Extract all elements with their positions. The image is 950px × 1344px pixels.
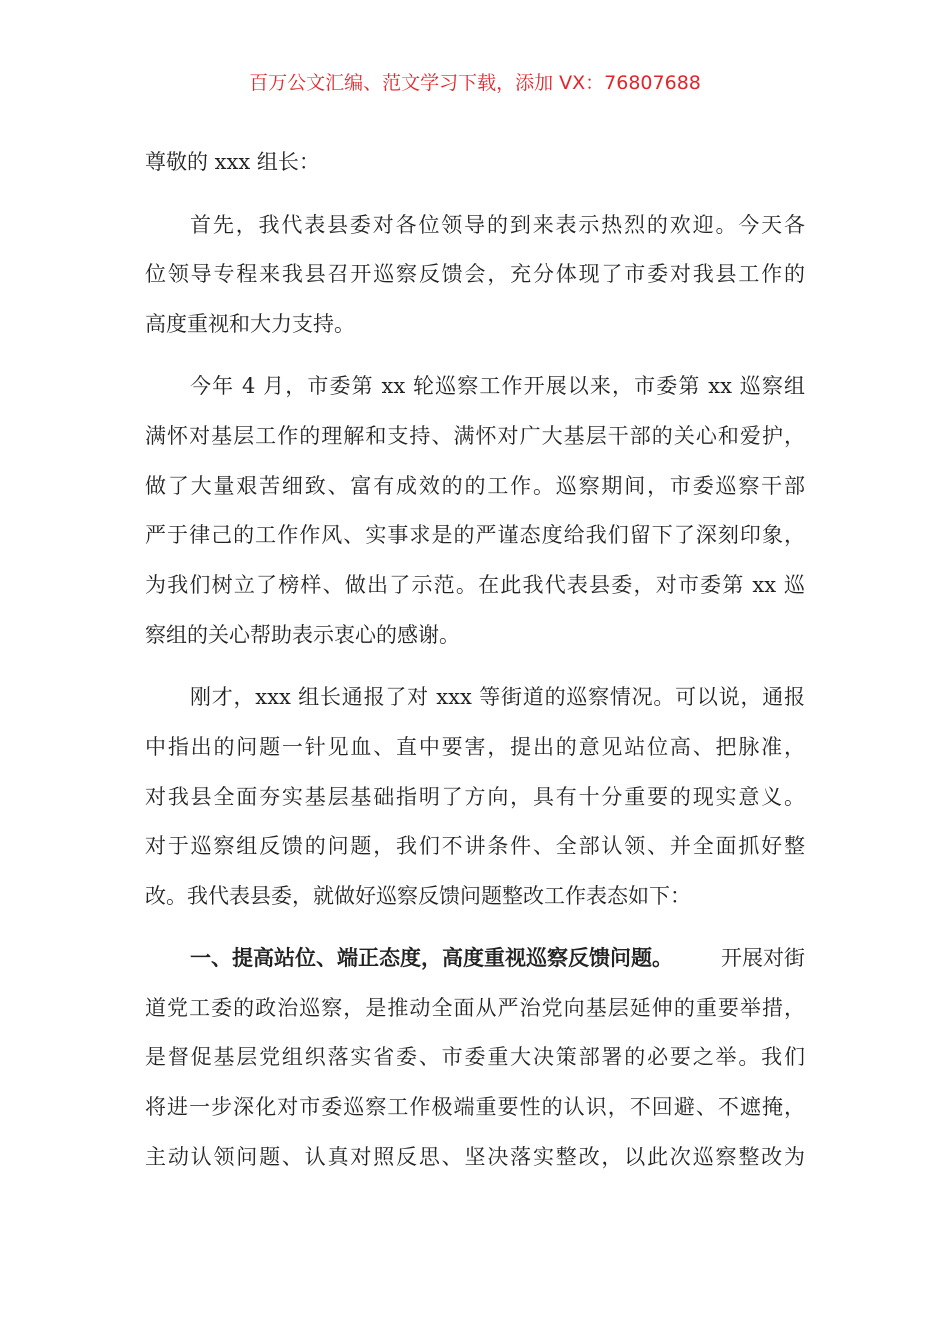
section-heading: 一、提高站位、端正态度，高度重视巡察反馈问题。 — [190, 945, 673, 970]
text-line: 对我县全面夯实基层基础指明了方向，具有十分重要的现实意义。 — [145, 785, 805, 809]
text-line: 将进一步深化对市委巡察工作极端重要性的认识，不回避、不遮掩， — [145, 1095, 805, 1119]
text-line: 刚才，xxx 组长通报了对 xxx 等街道的巡察情况。可以说，通报 — [190, 685, 805, 709]
text-line: 道党工委的政治巡察，是推动全面从严治党向基层延伸的重要举措， — [145, 996, 805, 1020]
text-line — [145, 945, 805, 971]
text-line: 高度重视和大力支持。 — [145, 312, 355, 336]
text-line: 严于律己的工作作风、实事求是的严谨态度给我们留下了深刻印象， — [145, 523, 805, 547]
text-line: 是督促基层党组织落实省委、市委重大决策部署的必要之举。我们 — [145, 1045, 805, 1069]
text-line: 今年 4 月，市委第 xx 轮巡察工作开展以来，市委第 xx 巡察组 — [190, 374, 805, 398]
text-fragment: 开展对街 — [721, 946, 805, 970]
text-line: 首先，我代表县委对各位领导的到来表示热烈的欢迎。今天各 — [190, 213, 805, 237]
text-line: 位领导专程来我县召开巡察反馈会，充分体现了市委对我县工作的 — [145, 262, 805, 286]
text-line: 改。我代表县委，就做好巡察反馈问题整改工作表态如下： — [145, 884, 691, 908]
text-line: 满怀对基层工作的理解和支持、满怀对广大基层干部的关心和爱护， — [145, 424, 805, 448]
text-line: 做了大量艰苦细致、富有成效的的工作。巡察期间，市委巡察干部 — [145, 474, 805, 498]
text-line: 察组的关心帮助表示衷心的感谢。 — [145, 623, 460, 647]
text-line: 对于巡察组反馈的问题，我们不讲条件、全部认领、并全面抓好整 — [145, 834, 805, 858]
text-line: 为我们树立了榜样、做出了示范。在此我代表县委，对市委第 xx 巡 — [145, 573, 805, 597]
text-line: 中指出的问题一针见血、直中要害，提出的意见站位高、把脉准， — [145, 735, 805, 759]
salutation: 尊敬的 xxx 组长： — [145, 150, 320, 174]
watermark-header: 百万公文汇编、范文学习下载，添加 VX：76807688 — [249, 72, 701, 94]
text-line: 主动认领问题、认真对照反思、坚决落实整改，以此次巡察整改为 — [145, 1145, 805, 1169]
